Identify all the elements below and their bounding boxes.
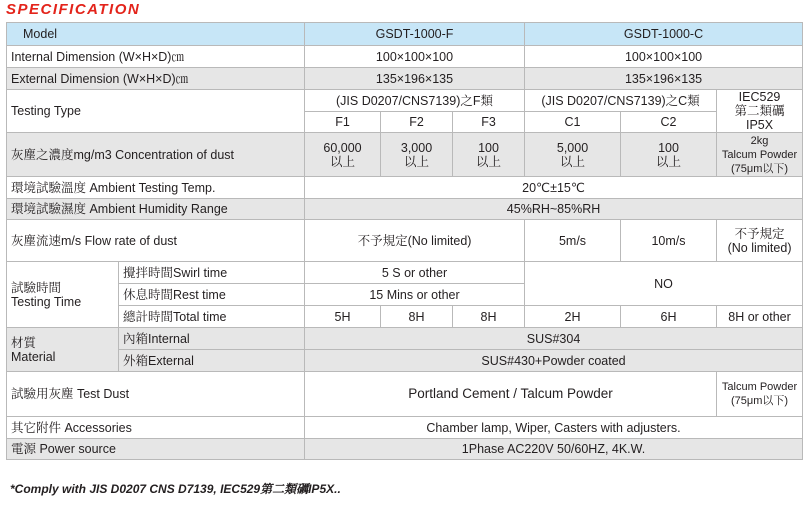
time-total-row (7, 306, 803, 328)
internal-label: Internal Dimension (W×H×D)㎝ (7, 46, 305, 68)
time-label (7, 262, 119, 328)
testing-type-iec-line2: 第二類礪IP5X (734, 104, 785, 132)
conc-c1 (525, 133, 621, 177)
flow-c1: 5m/s (525, 220, 621, 262)
dust-label: 試驗用灰塵 Test Dust (7, 372, 305, 417)
time-swirl-row (7, 262, 803, 284)
type-c2: C2 (621, 112, 717, 133)
flow-c2: 10m/s (621, 220, 717, 262)
conc-f1-value: 60,000 (323, 140, 362, 155)
accessories-label: 其它附件 Accessories (7, 417, 305, 439)
material-external-row (7, 350, 803, 372)
time-c-no: NO (525, 262, 803, 306)
total-c1: 2H (525, 306, 621, 328)
dust-row (7, 372, 803, 417)
conc-f1-unit: 以上 (330, 154, 356, 169)
material-internal-label: 內箱Internal (119, 328, 305, 350)
internal-f: 100×100×100 (305, 46, 525, 68)
dust-iec (717, 372, 803, 417)
total-label: 總計時間Total time (119, 306, 305, 328)
internal-c: 100×100×100 (525, 46, 803, 68)
material-label-zh: 材質 (11, 335, 37, 350)
material-internal-value: SUS#304 (305, 328, 803, 350)
internal-row (7, 46, 803, 68)
temp-label: 環境試驗溫度 Ambient Testing Temp. (7, 177, 305, 199)
type-f1: F1 (305, 112, 381, 133)
flow-f: 不予規定(No limited) (305, 220, 525, 262)
conc-f3-unit: 以上 (476, 154, 502, 169)
total-f3: 8H (453, 306, 525, 328)
temp-row (7, 177, 803, 199)
conc-iec-line3: (75μm以下) (731, 162, 789, 175)
material-external-label: 外箱External (119, 350, 305, 372)
swirl-label: 攪拌時間Swirl time (119, 262, 305, 284)
type-c1: C1 (525, 112, 621, 133)
flow-row (7, 220, 803, 262)
conc-c1-unit: 以上 (560, 154, 586, 169)
power-label: 電源 Power source (7, 439, 305, 460)
flow-iec-line2: (No limited) (727, 240, 792, 255)
time-label-en: Testing Time (11, 294, 82, 309)
conc-f2-value: 3,000 (400, 140, 433, 155)
material-label-en: Material (11, 349, 56, 364)
conc-c2-unit: 以上 (656, 154, 682, 169)
humidity-value: 45%RH~85%RH (305, 199, 803, 220)
rest-f: 15 Mins or other (305, 284, 525, 306)
conc-c2-value: 100 (658, 140, 679, 155)
humidity-row (7, 199, 803, 220)
total-f2: 8H (381, 306, 453, 328)
power-value: 1Phase AC220V 50/60HZ, 4K.W. (305, 439, 803, 460)
flow-iec-line1: 不予規定 (734, 226, 785, 241)
conc-f2 (381, 133, 453, 177)
testing-type-label: Testing Type (7, 90, 305, 133)
page-title: SPECIFICATION (6, 1, 141, 18)
temp-value: 20℃±15℃ (305, 177, 803, 199)
testing-type-c-std: (JIS D0207/CNS7139)之C類 (525, 90, 717, 112)
flow-iec (717, 220, 803, 262)
external-label: External Dimension (W×H×D)㎝ (7, 68, 305, 90)
dust-iec-line1: Talcum Powder (721, 381, 798, 393)
total-c2: 6H (621, 306, 717, 328)
external-f: 135×196×135 (305, 68, 525, 90)
material-internal-row (7, 328, 803, 350)
conc-f1 (305, 133, 381, 177)
model-label: Model (7, 23, 305, 46)
conc-f2-unit: 以上 (404, 154, 430, 169)
conc-iec-line2: Talcum Powder (721, 148, 798, 161)
swirl-f: 5 S or other (305, 262, 525, 284)
dust-value: Portland Cement / Talcum Powder (305, 372, 717, 417)
testing-type-iec (717, 90, 803, 133)
time-label-zh: 試驗時間 (11, 280, 62, 295)
rest-label: 休息時間Rest time (119, 284, 305, 306)
concentration-row (7, 133, 803, 177)
total-iec: 8H or other (717, 306, 803, 328)
accessories-row (7, 417, 803, 439)
conc-f3-value: 100 (478, 140, 499, 155)
testing-type-row (7, 90, 803, 112)
model-f: GSDT-1000-F (305, 23, 525, 46)
humidity-label: 環境試驗濕度 Ambient Humidity Range (7, 199, 305, 220)
power-row (7, 439, 803, 460)
flow-label: 灰塵流速m/s Flow rate of dust (7, 220, 305, 262)
total-f1: 5H (305, 306, 381, 328)
spec-table (6, 22, 803, 460)
conc-c2 (621, 133, 717, 177)
material-label (7, 328, 119, 372)
concentration-label: 灰塵之濃度mg/m3 Concentration of dust (7, 133, 305, 177)
testing-type-iec-line1: IEC529 (738, 90, 781, 104)
external-c: 135×196×135 (525, 68, 803, 90)
type-f3: F3 (453, 112, 525, 133)
material-external-value: SUS#430+Powder coated (305, 350, 803, 372)
accessories-value: Chamber lamp, Wiper, Casters with adjusters. (305, 417, 803, 439)
conc-c1-value: 5,000 (556, 140, 589, 155)
type-f2: F2 (381, 112, 453, 133)
header-row (7, 23, 803, 46)
external-row (7, 68, 803, 90)
dust-iec-line2: (75μm以下) (731, 395, 789, 407)
conc-f3 (453, 133, 525, 177)
conc-iec-line1: 2kg (750, 134, 769, 147)
model-c: GSDT-1000-C (525, 23, 803, 46)
conc-iec (717, 133, 803, 177)
testing-type-f-std: (JIS D0207/CNS7139)之F類 (305, 90, 525, 112)
footer-note: *Comply with JIS D0207 CNS D7139, IEC529第二類礪IP5X.. (10, 482, 341, 496)
